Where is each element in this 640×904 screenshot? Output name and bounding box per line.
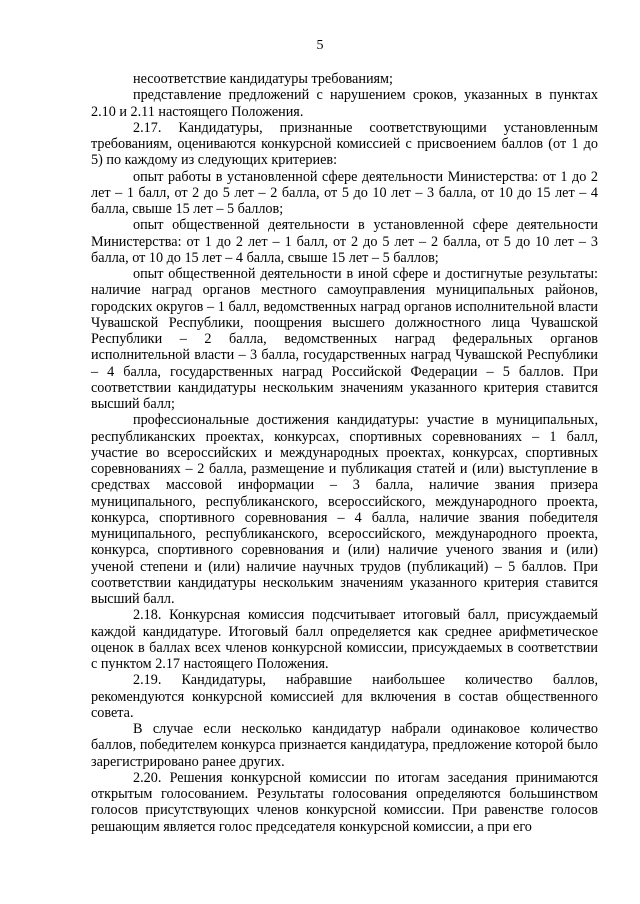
paragraph-work-experience: опыт работы в установленной сфере деятельности Министерства: от 1 до 2 лет – 1 балл, от 2 до 5 лет – 2 балла, от 5 до 10 лет – 3 балла, от 10 до 15 лет – 4 балла, свыше 15 лет – 5 баллов; [91, 168, 598, 217]
paragraph-public-experience-ministry: опыт общественной деятельности в установленной сфере деятельности Министерства: от 1 до 2 лет – 1 балл, от 2 до 5 лет – 2 балла, от 5 до 10 лет – 3 балла, от 10 до 15 лет – 4 балла, свыше 15 лет – 5 баллов; [91, 217, 598, 266]
paragraph-deadline-violation: представление предложений с нарушением сроков, указанных в пунктах 2.10 и 2.11 настоящего Положения. [91, 87, 598, 120]
paragraph-2-18: 2.18. Конкурсная комиссия подсчитывает итоговый балл, присуждаемый каждой кандидатуре. Итоговый балл определяется как среднее арифметическое оценок в баллах всех членов конкурсной комиссии, присуждаемых в соответствии с пунктом 2.17 настоящего Положения. [91, 607, 598, 672]
paragraph-mismatch-requirements: несоответствие кандидатуры требованиям; [133, 71, 393, 87]
paragraph-2-19: 2.19. Кандидатуры, набравшие наибольшее количество баллов, рекомендуются конкурсной комиссией для включения в состав общественного совета. [91, 672, 598, 721]
paragraph-professional-achievements: профессиональные достижения кандидатуры: участие в муниципальных, республиканских проектах, конкурсах, спортивных соревнованиях – 1 балл, участие во всероссийских и международных проектах, конкурсах, спортивных соревнованиях – 2 балла, размещение и публикация статей и (или) выступление в средствах массовой информации – 3 балла, наличие звания призера муниципального, республиканского, всероссийского, международного проекта, конкурса, спортивного соревнования – 4 балла, наличие звания победителя муниципального, республиканского, всероссийского, международного проекта, конкурса, спортивного соревнования и (или) наличие ученого звания и (или) ученой степени и (или) наличие научных трудов (публикаций) – 5 баллов. При соответствии кандидатуры нескольким значениям указанного критерия ставится высший балл. [91, 412, 598, 607]
page-number: 5 [316, 38, 324, 53]
paragraph-public-experience-other: опыт общественной деятельности в иной сфере и достигнутые результаты: наличие наград органов местного самоуправления муниципальных районов, городских округов – 1 балл, ведомственных наград органов исполнительной власти Чувашской Республики, поощрения высшего должностного лица Чувашской Республики – 2 балла, ведомственных наград федеральных органов исполнительной власти – 3 балла, государственных наград Чувашской Республики – 4 балла, государственных наград Российской Федерации – 5 баллов. При соответствии кандидатуры нескольким значениям указанного критерия ставится высший балл; [91, 266, 598, 412]
paragraph-2-20: 2.20. Решения конкурсной комиссии по итогам заседания принимаются открытым голосованием. Результаты голосования определяются большинством голосов присутствующих членов конкурсной комиссии. При равенстве голосов решающим является голос председателя конкурсной комиссии, а при его [91, 769, 598, 835]
document-body [91, 71, 598, 835]
paragraph-2-17: 2.17. Кандидатуры, признанные соответствующими установленным требованиям, оцениваются конкурсной комиссией с присвоением баллов (от 1 до 5) по каждому из следующих критериев: [91, 119, 598, 169]
paragraph-equal-scores: В случае если несколько кандидатур набрали одинаковое количество баллов, победителем конкурса признается кандидатура, предложение которой было зарегистрировано ранее других. [91, 721, 598, 770]
